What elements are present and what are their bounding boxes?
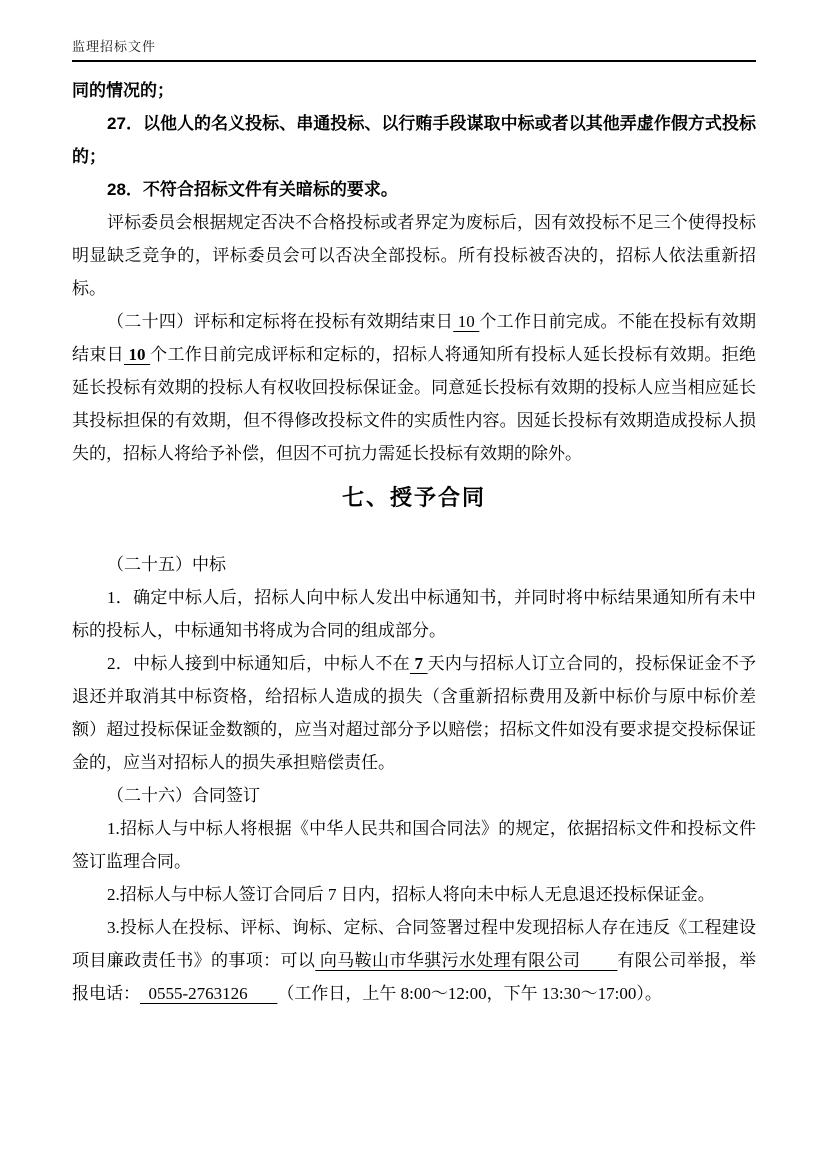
page-header-title: 监理招标文件: [72, 39, 157, 54]
filled-blank-value: 0555-2763126: [140, 984, 278, 1003]
document-body: [72, 74, 756, 1010]
text-run: 28．不符合招标文件有关暗标的要求。: [107, 180, 398, 199]
paragraph: [72, 647, 756, 779]
section-heading: [72, 478, 756, 518]
text-run: 1．确定中标人后，招标人向中标人发出中标通知书，并同时将中标结果通知所有未中标的投标人，中标通知书将成为合同的组成部分。: [72, 588, 756, 640]
paragraph: [72, 548, 756, 581]
text-run: 1.招标人与中标人将根据《中华人民共和国合同法》的规定，依据招标文件和投标文件签订监理合同。: [72, 819, 756, 871]
paragraph: [72, 107, 756, 173]
text-run: （二十四）评标和定标将在投标有效期结束日: [107, 312, 454, 331]
paragraph: [72, 812, 756, 878]
text-run: 评标委员会根据规定否决不合格投标或者界定为废标后，因有效投标不足三个使得投标明显缺乏竞争的，评标委员会可以否决全部投标。所有投标被否决的，招标人依法重新招标。: [72, 213, 756, 298]
text-run: 27．以他人的名义投标、串通投标、以行贿手段谋取中标或者以其他弄虚作假方式投标的；: [72, 114, 756, 166]
paragraph: [72, 779, 756, 812]
text-run: （二十五）中标: [107, 555, 226, 574]
text-run: 同的情况的；: [72, 81, 174, 100]
paragraph: [72, 206, 756, 305]
text-run: 2.招标人与中标人签订合同后 7 日内，招标人将向未中标人无息退还投标保证金。: [107, 885, 715, 904]
filled-blank-value: 10: [453, 312, 480, 331]
filled-blank-value: 向马鞍山市华骐污水处理有限公司: [315, 951, 618, 970]
text-run: 天内与招标人订立合同的，投标保证金不予退还并取消其中标资格，给招标人造成的损失（含重新招标费用及新中标价与原中标价差额）超过投标保证金数额的，应当对超过部分予以赔偿；招标文件如没有要求提交投标保证金的，应当对招标人的损失承担赔偿责任。: [72, 654, 757, 772]
paragraph: [72, 581, 756, 647]
text-run: 七、授予合同: [341, 485, 486, 510]
text-run: 有限公司举报，举报电话：: [72, 951, 757, 1003]
paragraph: [72, 74, 756, 107]
text-run: （二十六）合同签订: [107, 786, 260, 805]
paragraph: [72, 878, 756, 911]
text-run: 2．中标人接到中标通知后，中标人不在: [107, 654, 410, 673]
page-header: [72, 36, 756, 62]
paragraph: [72, 911, 756, 1010]
paragraph: [72, 305, 756, 470]
paragraph: [72, 173, 756, 206]
filled-blank-value: 7: [409, 654, 428, 673]
text-run: 个工作日前完成评标和定标的，招标人将通知所有投标人延长投标有效期。拒绝延长投标有效期的投标人有权收回投标保证金。同意延长投标有效期的投标人应当相应延长其投标担保的有效期，但不得修改投标文件的实质性内容。因延长投标有效期造成投标人损失的，招标人将给予补偿，但因不可抗力需延长投标有效期的除外。: [72, 345, 757, 463]
text-run: 个工作日前完成。不能在投标有效期结束日: [72, 312, 757, 364]
text-run: 3.投标人在投标、评标、询标、定标、合同签署过程中发现招标人存在违反《工程建设项目廉政责任书》的事项：可以: [72, 918, 756, 970]
text-run: （工作日，上午 8:00～12:00，下午 13:30～17:00）。: [277, 984, 662, 1003]
filled-blank-value: 10: [123, 345, 151, 364]
